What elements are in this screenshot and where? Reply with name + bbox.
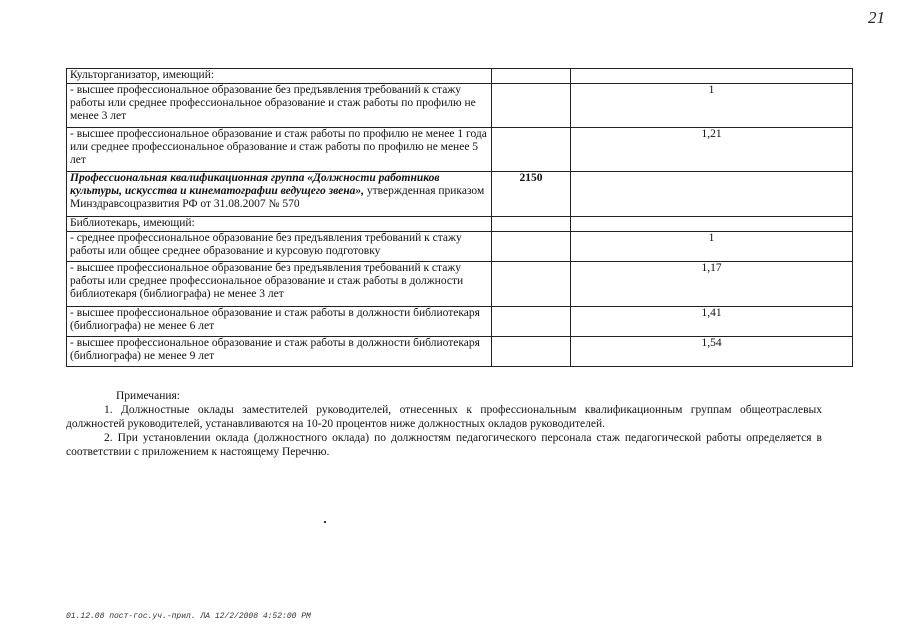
coefficient-cell: 1,21	[571, 128, 853, 172]
salary-cell	[492, 307, 571, 337]
coefficient-cell	[571, 69, 853, 84]
table-row	[67, 307, 853, 337]
note-item-2: 2. При установлении оклада (должностного оклада) по должностям педагогического персонала стаж педагогической работы определяется в соответствии с приложением к настоящему Перечню.	[66, 432, 822, 458]
coefficient-cell: 1	[571, 84, 853, 128]
coefficient-cell: 1,54	[571, 337, 853, 367]
coefficient-cell	[571, 217, 853, 232]
note-item-1: 1. Должностные оклады заместителей руководителей, отнесенных к профессиональным квалификационным группам общеотраслевых должностей руководителей, устанавливаются на 10-20 процентов ниже должностных окладов руководителей.	[66, 404, 822, 430]
position-cell	[67, 172, 492, 217]
salary-table	[66, 68, 853, 367]
position-cell: - высшее профессиональное образование и стаж работы в должности библиотекаря (библиографа) не менее 6 лет	[67, 307, 492, 337]
table-row	[67, 84, 853, 128]
salary-cell	[492, 337, 571, 367]
coefficient-cell: 1	[571, 232, 853, 262]
position-cell: - среднее профессиональное образование без предъявления требований к стажу работы или общее среднее образование и курсовую подготовку	[67, 232, 492, 262]
position-cell: Библиотекарь, имеющий:	[67, 217, 492, 232]
group-title: Профессиональная квалификационная группа «Должности работников культуры, искусства и кинематографии ведущего звена»,	[70, 172, 440, 197]
salary-cell: 2150	[492, 172, 571, 217]
notes-section	[66, 389, 822, 459]
coefficient-cell	[571, 172, 853, 217]
salary-cell	[492, 217, 571, 232]
salary-cell	[492, 128, 571, 172]
coefficient-cell: 1,41	[571, 307, 853, 337]
notes-title: Примечания:	[116, 390, 180, 402]
coefficient-cell: 1,17	[571, 262, 853, 307]
table-row	[67, 232, 853, 262]
table-row	[67, 217, 853, 232]
salary-cell	[492, 262, 571, 307]
salary-cell	[492, 69, 571, 84]
salary-cell	[492, 232, 571, 262]
table-row	[67, 262, 853, 307]
scan-speck	[324, 521, 326, 523]
position-cell: - высшее профессиональное образование без предъявления требований к стажу работы или среднее профессиональное образование и стаж работы по профилю не менее 3 лет	[67, 84, 492, 128]
footer-filename: 01.12.08 пост-гос.уч.-прил. ЛА 12/2/2008 4:52:00 PM	[66, 612, 311, 621]
table-row	[67, 69, 853, 84]
salary-cell	[492, 84, 571, 128]
table-row	[67, 172, 853, 217]
page-number: 21	[868, 8, 885, 27]
position-cell: - высшее профессиональное образование и стаж работы в должности библиотекаря (библиографа) не менее 9 лет	[67, 337, 492, 367]
position-cell: Культорганизатор, имеющий:	[67, 69, 492, 84]
position-cell: - высшее профессиональное образование без предъявления требований к стажу работы или среднее профессиональное образование и стаж работы в должности библиотекаря (библиографа) не менее 3 лет	[67, 262, 492, 307]
group-order: утвержденная приказом Минздравсоцразвития РФ от 31.08.2007 № 570	[70, 185, 485, 210]
table-row	[67, 128, 853, 172]
position-cell: - высшее профессиональное образование и стаж работы по профилю не менее 1 года или среднее профессиональное образование и стаж работы по профилю не менее 5 лет	[67, 128, 492, 172]
table-row	[67, 337, 853, 367]
